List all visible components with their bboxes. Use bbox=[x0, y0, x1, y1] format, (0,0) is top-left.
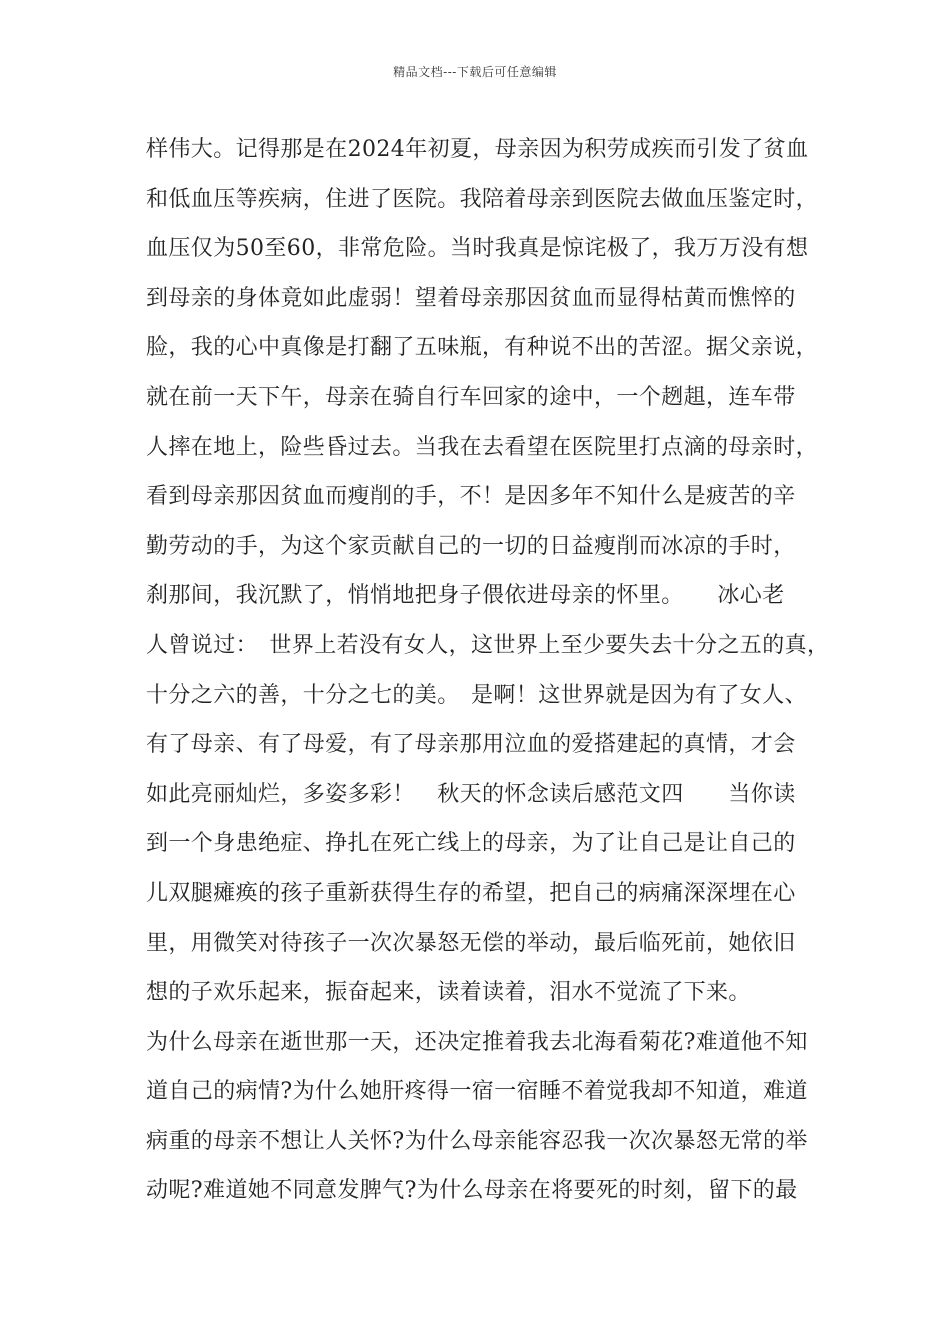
page-header: 精品文档---下载后可任意编辑 bbox=[393, 65, 557, 79]
text-line: 勤劳动的手，为这个家贡献自己的一切的日益瘦削而冰凉的手时， bbox=[146, 533, 796, 559]
text-line: 看到母亲那因贫血而瘦削的手，不！是因多年不知什么是疲苦的辛 bbox=[146, 484, 796, 510]
text-line: 病重的母亲不想让人关怀?为什么母亲能容忍我一次次暴怒无常的举 bbox=[146, 1128, 808, 1154]
text-line: 想的子欢乐起来，振奋起来，读着读着，泪水不觉流了下来。 bbox=[146, 980, 751, 1006]
body-text bbox=[146, 130, 830, 1221]
text-line: 血压仅为50至60，非常危险。当时我真是惊诧极了，我万万没有想 bbox=[146, 236, 809, 262]
text-line: 道自己的病情?为什么她肝疼得一宿一宿睡不着觉我却不知道，难道 bbox=[146, 1079, 808, 1105]
text-line: 里，用微笑对待孩子一次次暴怒无偿的举动，最后临死前，她依旧 bbox=[146, 930, 796, 956]
text-line: 为什么母亲在逝世那一天，还决定推着我去北海看菊花?难道他不知 bbox=[146, 1029, 808, 1055]
text-line: 刹那间，我沉默了，悄悄地把身子偎依进母亲的怀里。 冰心老 bbox=[146, 583, 785, 609]
text-line: 动呢?难道她不同意发脾气?为什么母亲在将要死的时刻，留下的最 bbox=[146, 1178, 798, 1204]
text-line: 就在前一天下午，母亲在骑自行车回家的途中，一个趔趄，连车带 bbox=[146, 384, 796, 410]
text-line: 人摔在地上，险些昏过去。当我在去看望在医院里打点滴的母亲时， bbox=[146, 434, 819, 460]
text-line: 和低血压等疾病，住进了医院。我陪着母亲到医院去做血压鉴定时， bbox=[146, 186, 819, 212]
text-line: 如此亮丽灿烂，多姿多彩！ 秋天的怀念读后感范文四 当你读 bbox=[146, 781, 796, 807]
text-line: 样伟大。记得那是在2024年初夏，母亲因为积劳成疾而引发了贫血 bbox=[146, 137, 809, 162]
text-line: 有了母亲、有了母爱，有了母亲那用泣血的爱搭建起的真情，才会 bbox=[146, 732, 796, 758]
text-line: 到母亲的身体竟如此虚弱！望着母亲那因贫血而显得枯黄而憔悴的 bbox=[146, 285, 796, 311]
text-line: 十分之六的善，十分之七的美。 是啊！这世界就是因为有了女人、 bbox=[146, 682, 808, 708]
text-line: 到一个身患绝症、挣扎在死亡线上的母亲，为了让自己是让自己的 bbox=[146, 831, 796, 857]
text-line: 脸，我的心中真像是打翻了五味瓶，有种说不出的苦涩。据父亲说， bbox=[146, 335, 819, 361]
text-line: 人曾说过： 世界上若没有女人，这世界上至少要失去十分之五的真， bbox=[146, 632, 830, 658]
text-line: 儿双腿瘫痪的孩子重新获得生存的希望，把自己的病痛深深埋在心 bbox=[146, 880, 796, 906]
